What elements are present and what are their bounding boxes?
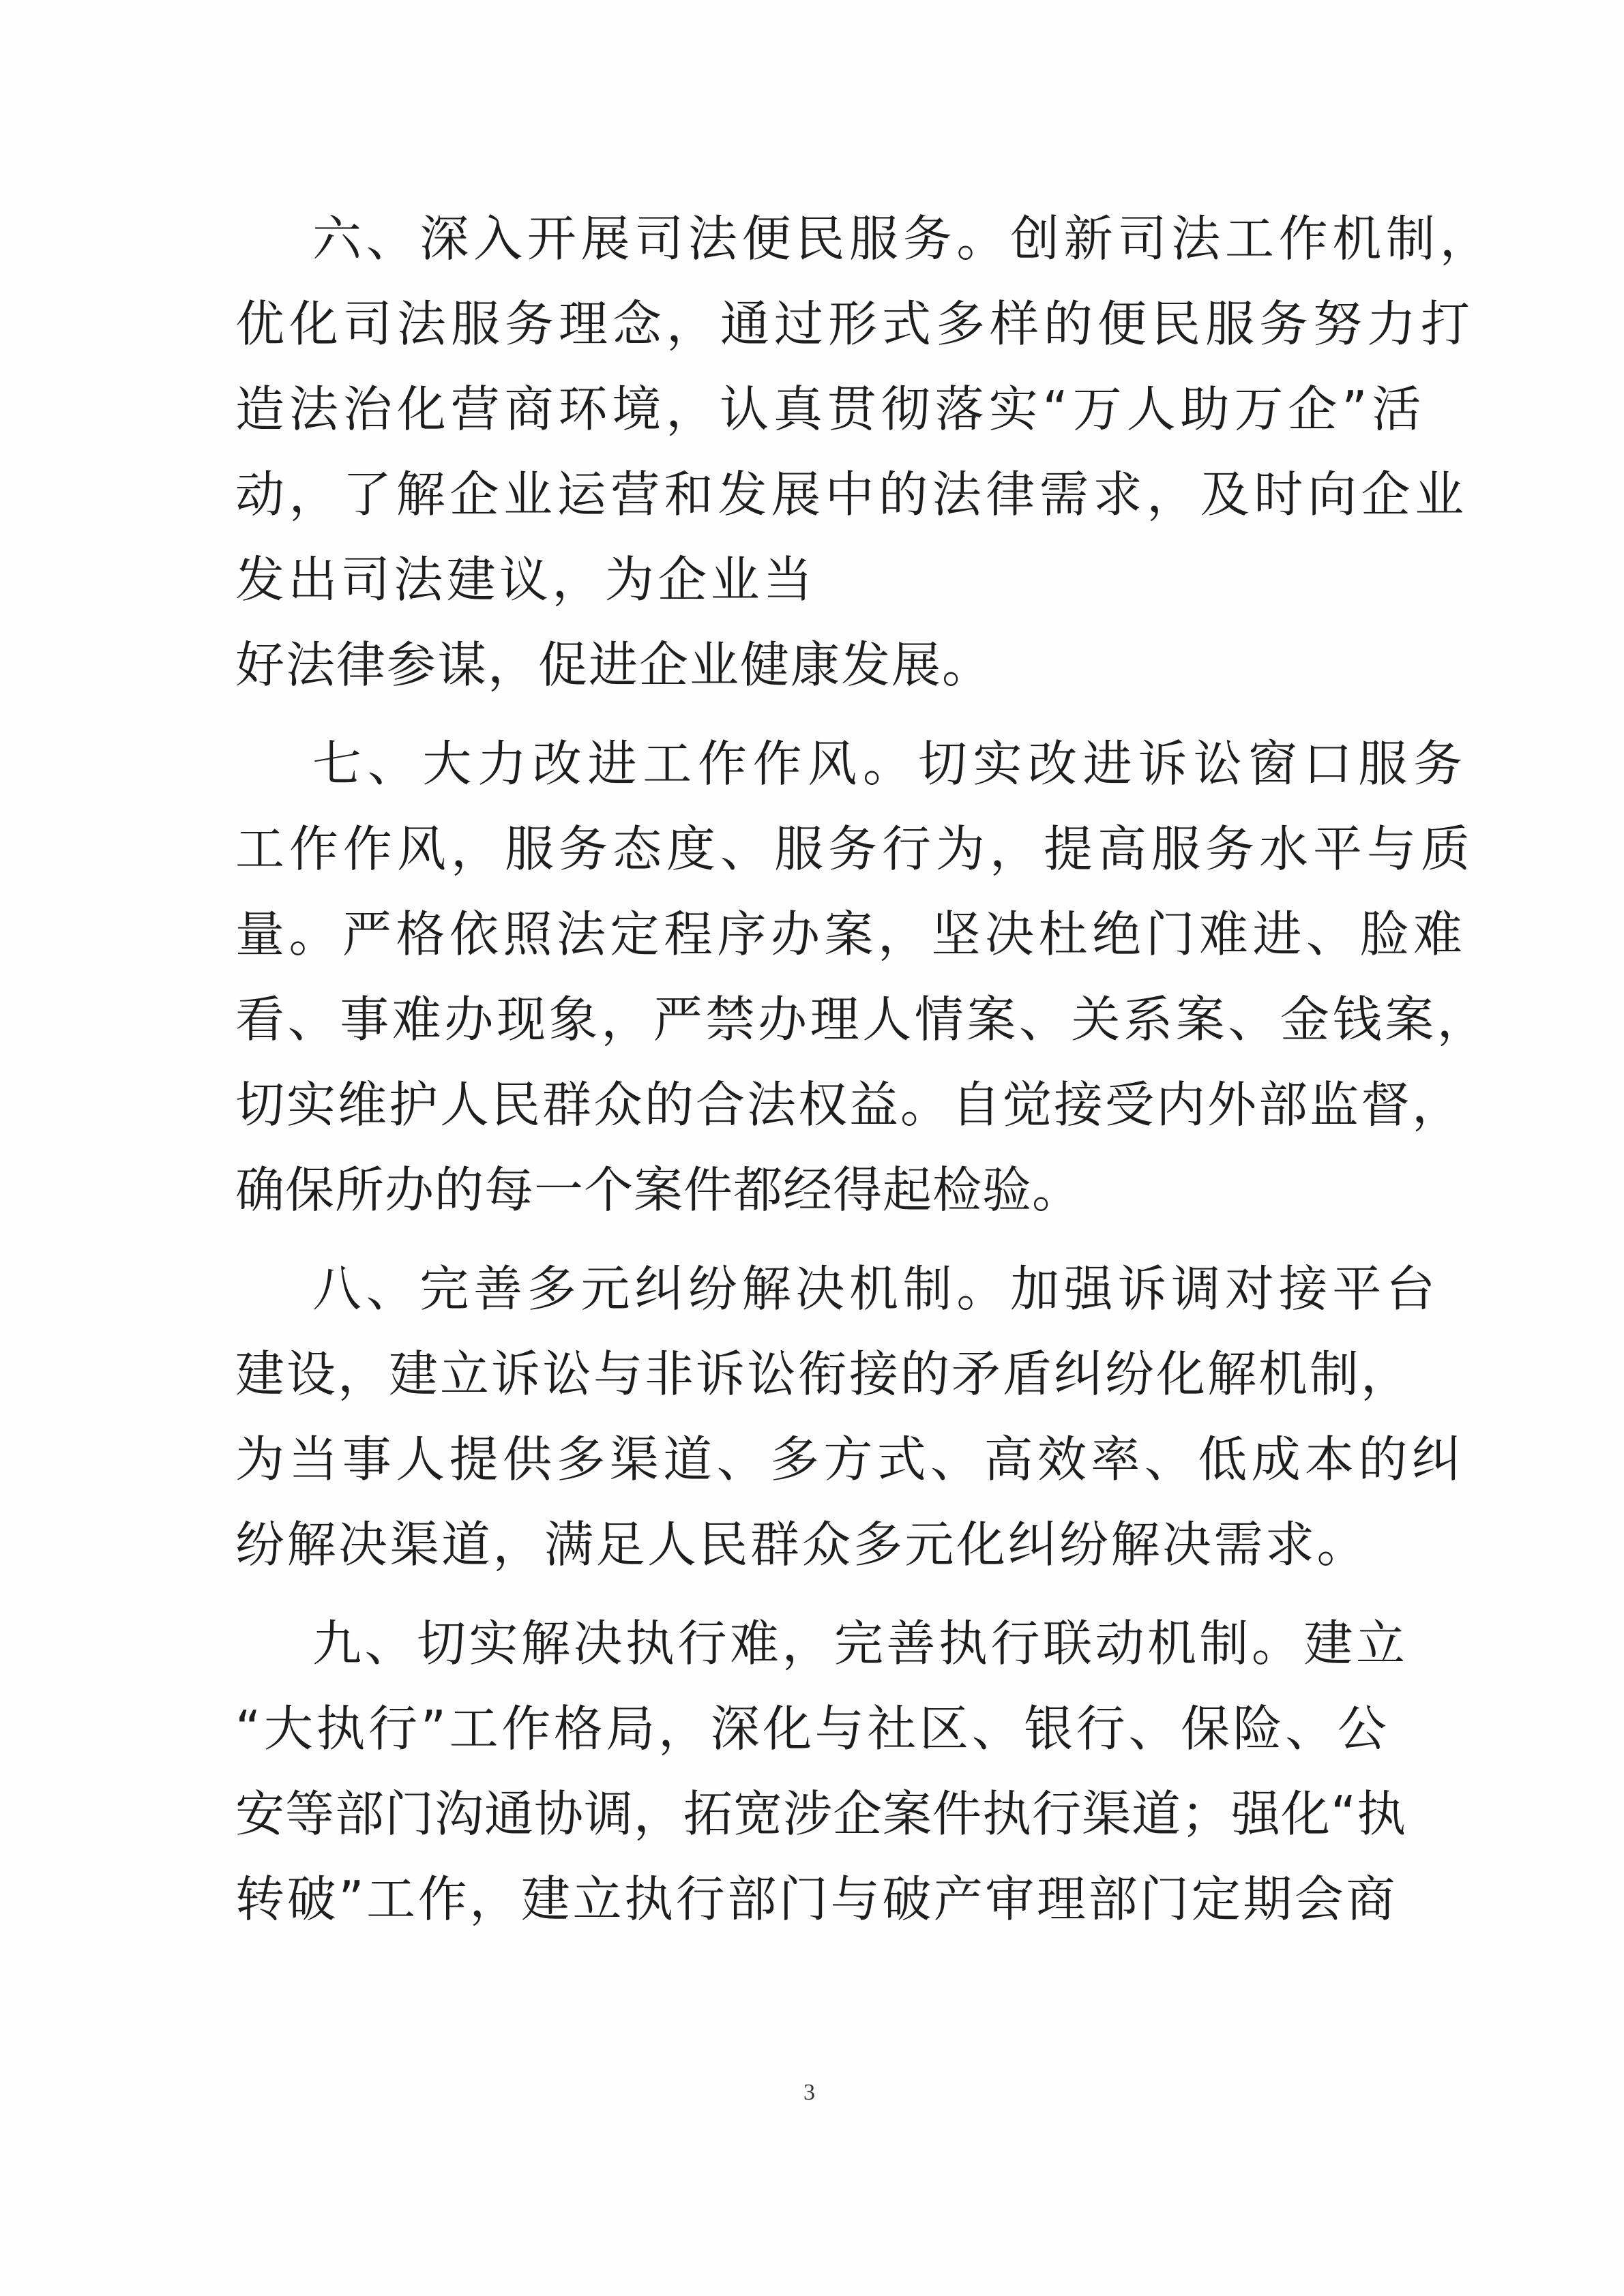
paragraph-six-line-3: 造法治化营商环境，认真贯彻落实“万人助万企”活 (235, 381, 1426, 438)
paragraph-six-line-5: 发出司法建议，为企业当 (235, 551, 816, 608)
paragraph-six-line-2: 优化司法服务理念，通过形式多样的便民服务努力打 (235, 295, 1475, 353)
paragraph-eight-line-4: 纷解决渠道，满足人民群众多元化纠纷解决需求。 (235, 1516, 1369, 1573)
paragraph-eight-line-2: 建设，建立诉讼与非诉讼衔接的矛盾纠纷化解机制， (235, 1345, 1413, 1403)
paragraph-nine-line-1: 九、切实解决执行难，完善执行联动机制。建立 (312, 1615, 1408, 1672)
paragraph-seven-line-6: 确保所办的每一个案件都经得起检验。 (235, 1161, 1082, 1219)
paragraph-seven-line-2: 工作作风，服务态度、服务行为，提高服务水平与质 (235, 820, 1475, 878)
paragraph-eight-line-3: 为当事人提供多渠道、多方式、高效率、低成本的纠 (235, 1431, 1466, 1488)
paragraph-seven-line-3: 量。严格依照法定程序办案，坚决杜绝门难进、脸难 (235, 906, 1467, 963)
paragraph-seven-line-5: 切实维护人民群众的合法权益。自觉接受内外部监督， (235, 1076, 1464, 1133)
page-number: 3 (803, 2080, 815, 2105)
paragraph-six-line-4: 动，了解企业运营和发展中的法律需求，及时向企业 (235, 466, 1468, 523)
paragraph-six-line-6: 好法律参谋，促进企业健康发展。 (235, 636, 993, 694)
paragraph-seven-line-4: 看、事难办现象，严禁办理人情案、关系案、金钱案， (235, 991, 1490, 1048)
paragraph-nine-line-2: “大执行”工作格局，深化与社区、银行、保险、公 (235, 1700, 1390, 1757)
paragraph-eight-line-1: 八、完善多元纠纷解决机制。加强诉调对接平台 (312, 1260, 1440, 1317)
paragraph-six-line-1: 六、深入开展司法便民服务。创新司法工作机制， (312, 210, 1494, 267)
paragraph-nine-line-4: 转破”工作，建立执行部门与破产审理部门定期会商 (235, 1870, 1398, 1928)
paragraph-seven-line-1: 七、大力改进工作作风。切实改进诉讼窗口服务 (312, 735, 1468, 792)
paragraph-nine-line-3: 安等部门沟通协调，拓宽涉企案件执行渠道；强化“执 (235, 1785, 1407, 1843)
